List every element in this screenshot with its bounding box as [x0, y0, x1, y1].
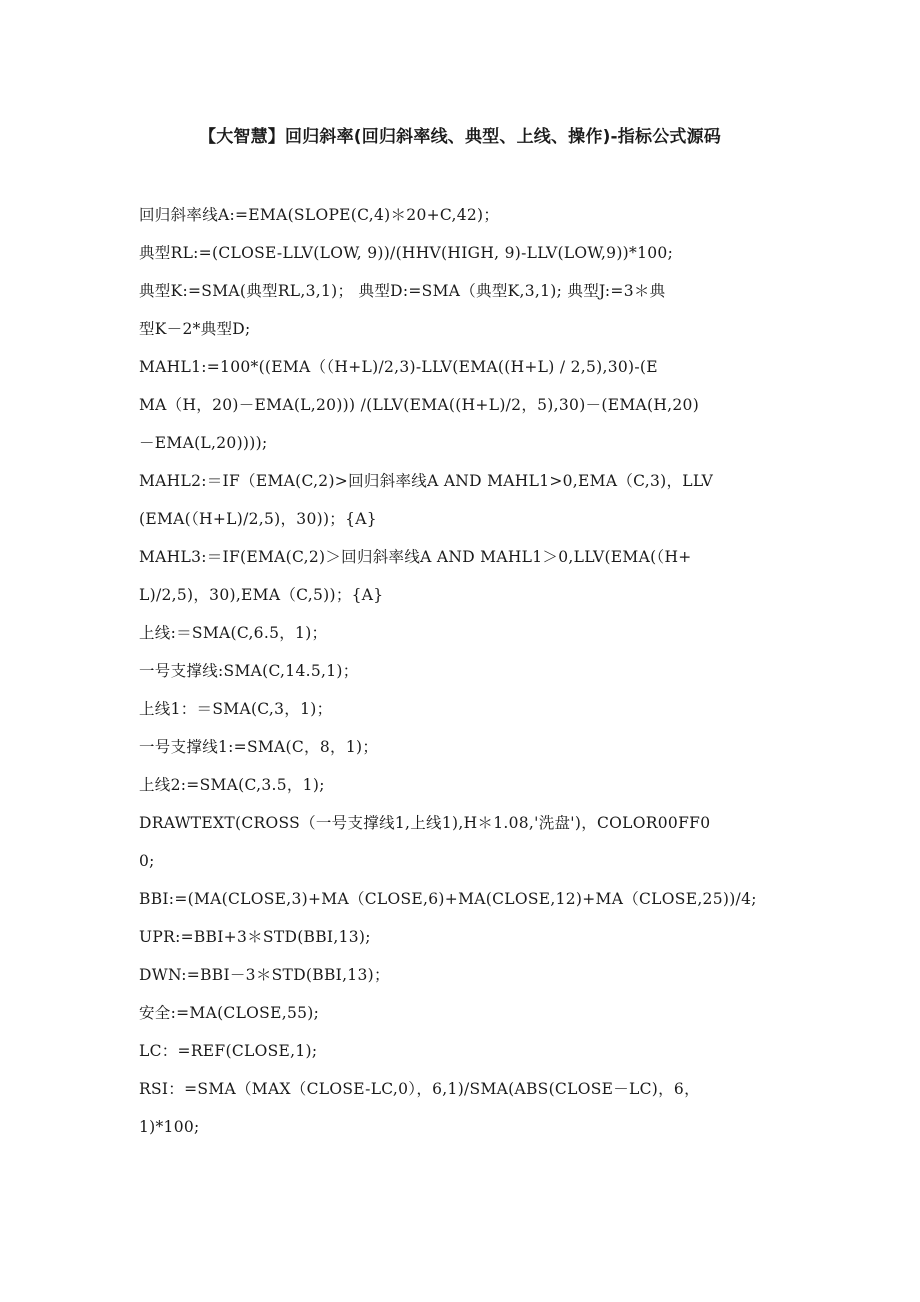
- formula-line: BBI:=(MA(CLOSE,3)+MA（CLOSE,6)+MA(CLOSE,12)+MA（CLOSE,25))/4;: [139, 890, 757, 908]
- formula-line: LC：=REF(CLOSE,1);: [139, 1042, 318, 1060]
- formula-line: 安全:=MA(CLOSE,55);: [139, 1004, 320, 1022]
- formula-line: 典型RL:=(CLOSE-LLV(LOW, 9))/(HHV(HIGH, 9)-LLV(LOW,9))*100;: [139, 244, 674, 262]
- formula-line: UPR:=BBI+3＊STD(BBI,13);: [139, 928, 371, 946]
- formula-line: 上线:＝SMA(C,6.5，1)；: [139, 624, 328, 642]
- formula-line: 一号支撑线1:=SMA(C，8，1)；: [139, 738, 379, 756]
- formula-line: 1)*100;: [139, 1118, 200, 1136]
- document-title: 【大智慧】回归斜率(回归斜率线、典型、上线、操作)-指标公式源码: [199, 127, 721, 147]
- formula-line: RSI：=SMA（MAX（CLOSE-LC,0），6,1)/SMA(ABS(CLOSE－LC)，6，: [139, 1080, 700, 1098]
- formula-line: DWN:=BBI－3＊STD(BBI,13)；: [139, 966, 390, 984]
- formula-line: 典型K:=SMA(典型RL,3,1)； 典型D:=SMA（典型K,3,1); 典型J:=3＊典: [139, 282, 666, 300]
- formula-line: (EMA(（H+L)/2,5)，30))；{A}: [139, 510, 377, 528]
- formula-line: 一号支撑线:SMA(C,14.5,1)；: [139, 662, 359, 680]
- formula-line: MAHL2:＝IF（EMA(C,2)>回归斜率线A AND MAHL1>0,EMA（C,3)，LLV: [139, 472, 714, 490]
- formula-line: －EMA(L,20))));: [139, 434, 268, 452]
- formula-line: 上线2:=SMA(C,3.5，1);: [139, 776, 325, 794]
- formula-line: MAHL3:＝IF(EMA(C,2)＞回归斜率线A AND MAHL1＞0,LLV(EMA(（H+: [139, 548, 692, 566]
- formula-line: 型K－2*典型D;: [139, 320, 251, 338]
- formula-line: 上线1：＝SMA(C,3，1)；: [139, 700, 333, 718]
- formula-line: 0;: [139, 852, 155, 870]
- formula-line: MAHL1:=100*((EMA（（H+L)/2,3)-LLV(EMA((H+L) / 2,5),30)-(E: [139, 358, 658, 376]
- formula-line: DRAWTEXT(CROSS（一号支撑线1,上线1),H＊1.08,'洗盘')，COLOR00FF0: [139, 814, 711, 832]
- formula-line: 回归斜率线A:=EMA(SLOPE(C,4)＊20+C,42)；: [139, 206, 500, 224]
- formula-body: [139, 196, 789, 1146]
- formula-line: L)/2,5)，30),EMA（C,5))；{A}: [139, 586, 384, 604]
- formula-line: MA（H，20)－EMA(L,20))) /(LLV(EMA((H+L)/2，5),30)－(EMA(H,20): [139, 396, 700, 414]
